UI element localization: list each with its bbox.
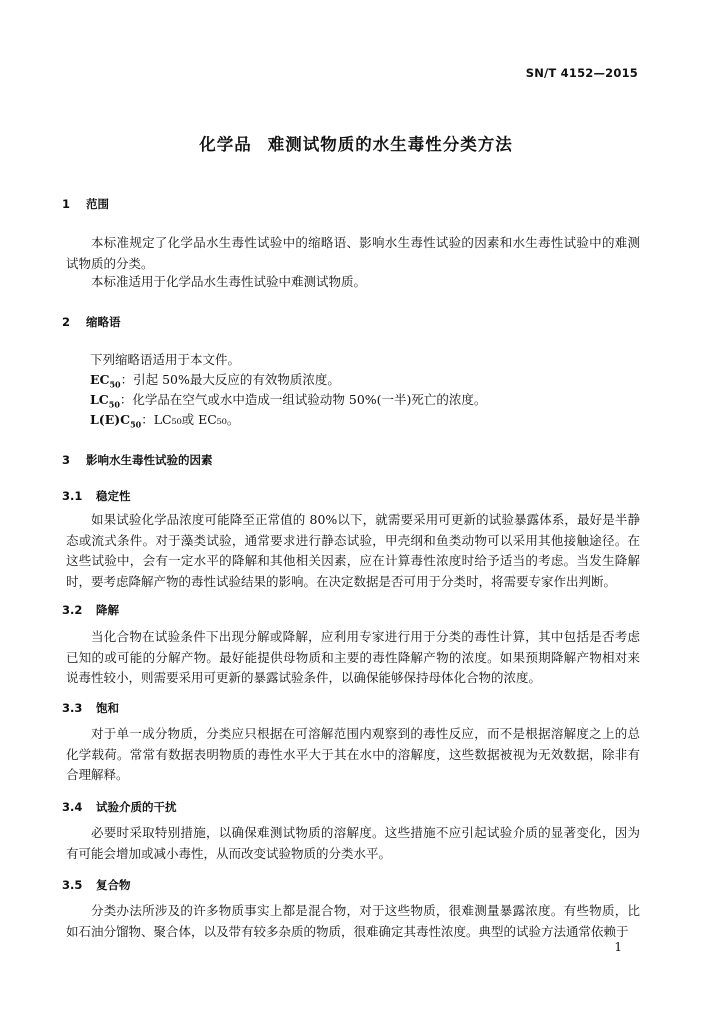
abbr-key: $LC_{50}$ <box>90 392 120 410</box>
subsection-3-3-text: 对于单一成分物质，分类应只根据在可溶解范围内观察到的毒性反应，而不是根据溶解度之上的总化学载荷。常常有数据表明物质的毒性水平大于其在水中的溶解度，这些数据被视为无效数据，除非有合理解释。 <box>66 726 640 782</box>
standard-number: SN/T 4152—2015 <box>525 66 638 80</box>
subsection-title: 复合物 <box>96 878 131 892</box>
section-2-heading <box>62 314 121 330</box>
section-3-heading <box>62 452 213 468</box>
abbr-key: $EC_{50}$ <box>90 372 121 390</box>
document-title <box>0 131 712 155</box>
subsection-3-4-heading <box>62 799 177 815</box>
title-left: 化学品 <box>199 135 252 154</box>
subsection-3-1-text: 如果试验化学品浓度可能降至正常值的 80%以下，就需要采用可更新的试验暴露体系，最好是半静态或流式条件。对于藻类试验，通常要求进行静态试验，甲壳纲和鱼类动物可以采用其他接触途径。在这些试验中，会有一定水平的降解和其他相关因素，应在计算毒性浓度时给予适当的考虑。当发生降解时，要考虑降解产物的毒性试验结果的影响。在决定数据是否可用于分类时，将需要专家作出判断。 <box>66 512 640 589</box>
section-title: 影响水生毒性试验的因素 <box>86 453 213 467</box>
section-number: 3 <box>62 453 71 467</box>
title-right: 难测试物质的水生毒性分类方法 <box>267 135 513 154</box>
abbreviation-lec50 <box>90 410 239 435</box>
subsection-number: 3.1 <box>62 489 83 503</box>
section-title: 范围 <box>86 197 109 211</box>
page-number: 1 <box>614 940 622 954</box>
subsection-3-4-text: 必要时采取特别措施，以确保难测试物质的溶解度。这些措施不应引起试验介质的显著变化，因为有可能会增加或减小毒性，从而改变试验物质的分类水平。 <box>66 825 640 861</box>
abbreviation-intro: 下列缩略语适用于本文件。 <box>90 352 241 367</box>
subsection-title: 降解 <box>96 603 119 617</box>
subsection-title: 试验介质的干扰 <box>96 800 177 814</box>
section-title: 缩略语 <box>86 315 121 329</box>
subsection-title: 稳定性 <box>96 489 131 503</box>
section-1-paragraph-2: 本标准适用于化学品水生毒性试验中难测试物质。 <box>91 274 367 289</box>
subsection-3-5-text: 分类办法所涉及的许多物质事实上都是混合物，对于这些物质，很难测量暴露浓度。有些物质，比如石油分馏物、聚合体，以及带有较多杂质的物质，很难确定其毒性浓度。典型的试验方法通常依赖于 <box>66 903 640 939</box>
subsection-3-3-heading <box>62 700 119 716</box>
subsection-number: 3.2 <box>62 603 83 617</box>
subsection-title: 饱和 <box>96 701 119 715</box>
section-number: 2 <box>62 315 71 329</box>
subsection-number: 3.4 <box>62 800 83 814</box>
abbr-definition: ：LC₅₀或 EC₅₀。 <box>141 412 240 427</box>
subsection-3-1-heading <box>62 488 131 504</box>
subsection-number: 3.3 <box>62 701 83 715</box>
abbr-key: $L(E)C_{50}$ <box>90 412 142 430</box>
abbr-definition: ：化学品在空气或水中造成一组试验动物 50%(一半)死亡的浓度。 <box>119 392 487 407</box>
subsection-3-2-heading <box>62 602 119 618</box>
subsection-3-5-heading <box>62 877 131 893</box>
subsection-3-2-text: 当化合物在试验条件下出现分解或降解，应利用专家进行用于分类的毒性计算，其中包括是否考虑已知的或可能的分解产物。最好能提供母物质和主要的毒性降解产物的浓度。如果预期降解产物相对来说毒性较小，则需要采用可更新的暴露试验条件，以确保能够保持母体化合物的浓度。 <box>66 629 640 685</box>
section-1-heading <box>62 196 109 212</box>
section-number: 1 <box>62 197 71 211</box>
section-1-paragraph-1: 本标准规定了化学品水生毒性试验中的缩略语、影响水生毒性试验的因素和水生毒性试验中的难测试物质的分类。 <box>66 235 640 271</box>
subsection-number: 3.5 <box>62 878 83 892</box>
abbr-definition: ：引起 50%最大反应的有效物质浓度。 <box>120 372 340 387</box>
